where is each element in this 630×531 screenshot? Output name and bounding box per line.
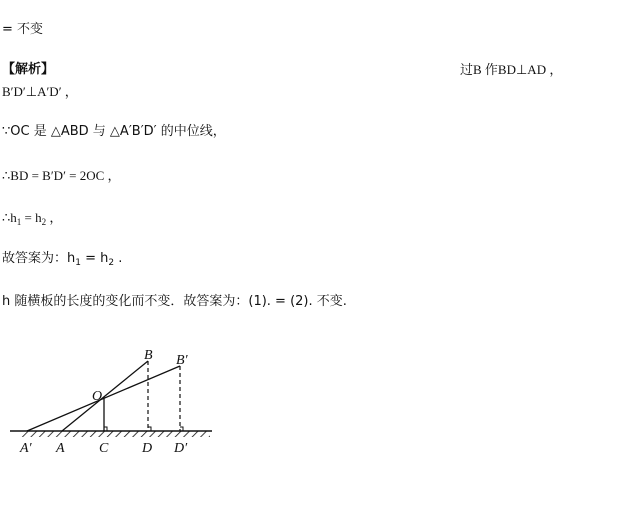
subscript-1: 1	[75, 258, 81, 268]
label-b-prime: B′	[176, 353, 188, 368]
label-d-prime: D′	[174, 441, 188, 456]
label-d: D	[142, 441, 153, 456]
label-b: B	[144, 348, 153, 363]
label-o: O	[92, 389, 103, 404]
answer-suffix: .	[114, 251, 123, 266]
h-mid: = h	[21, 210, 42, 225]
line-h1-equals-h2	[2, 210, 62, 230]
label-a: A	[56, 441, 65, 456]
line-bd-equals-2oc: ∴BD = B′D′ = 2OC ，	[2, 168, 121, 183]
geometry-figure	[0, 340, 230, 470]
line-answer-h1-h2	[2, 251, 122, 271]
line-final-answer: h 随横板的长度的变化而不变．故答案为：(1). = (2). 不变.	[2, 294, 347, 309]
subscript-2: 2	[108, 258, 115, 268]
answer-mid: = h	[80, 251, 109, 266]
answer-prefix: 故答案为：h	[2, 251, 76, 266]
ground-hatching	[20, 431, 210, 437]
subscript-1: 1	[16, 217, 22, 227]
line-draw-bd-perpendicular: 过B 作BD⊥AD ，	[460, 62, 563, 77]
h-prefix: ∴h	[2, 210, 17, 225]
line-equals-unchanged: = 不变	[2, 22, 44, 37]
analysis-heading: 【解析】	[2, 62, 55, 77]
segment-ab	[62, 361, 148, 431]
line-bd-prime-perpendicular: B′D′⊥A′D′ ，	[2, 84, 78, 99]
label-c: C	[99, 441, 109, 456]
label-a-prime: A′	[20, 441, 32, 456]
subscript-2: 2	[41, 217, 47, 227]
line-oc-midline: ∵OC 是 △ABD 与 △A′B′D′ 的中位线，	[2, 124, 226, 139]
h-suffix: ，	[46, 210, 63, 225]
